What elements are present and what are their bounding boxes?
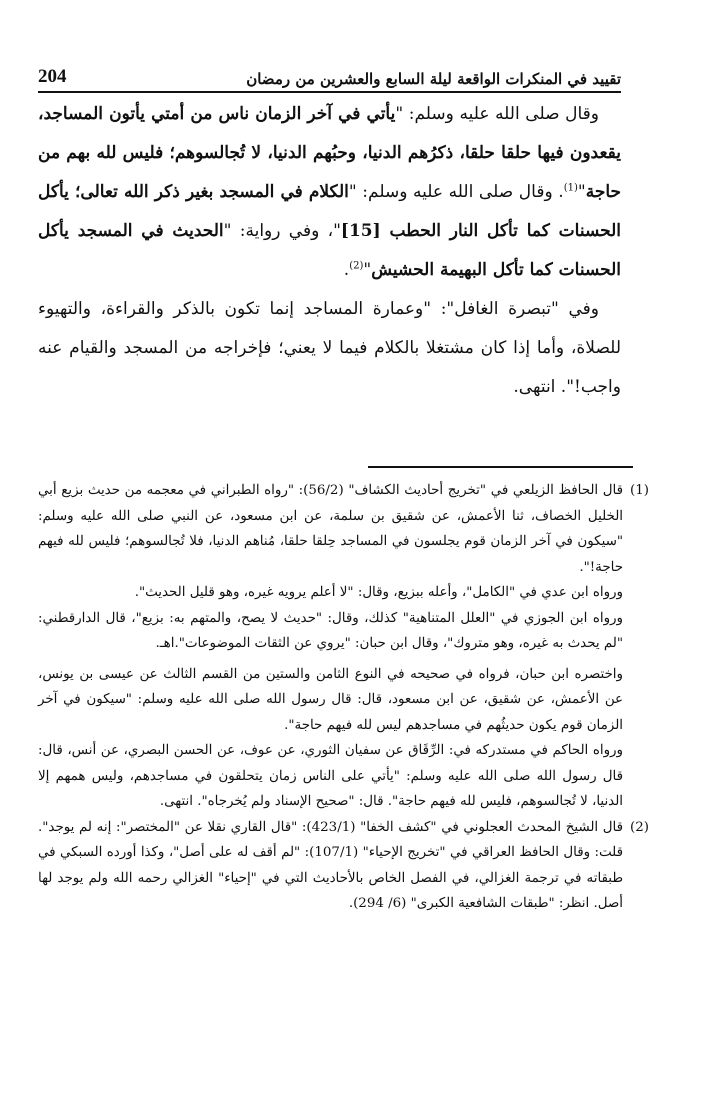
hadith-quote-1: يأتي في آخر الزمان ناس من أمتي يأتون المساجد، يقعدون فيها حلقا حلقا، ذكرُهم الدنيا، وحبُهم الدنيا، لا تُجالسوهم؛ فليس لله بهم من حاجة bbox=[38, 104, 622, 202]
running-header bbox=[38, 58, 621, 93]
footnote-ref-1[interactable]: (1) bbox=[563, 182, 578, 194]
main-text bbox=[38, 95, 621, 407]
footnote-number: (2) bbox=[630, 819, 649, 835]
footnote-paragraph: قال الحافظ الزيلعي في "تخريج أحاديث الكشاف" (56/2): "رواه الطبراني في معجمه من حديث بزيع أبي الخليل الخصاف، ثنا الأعمش، عن شقيق بن سلمة، عن ابن مسعود، عن النبي صلى الله عليه وسلم: "سيكون في آخر الزمان قوم يجلسون في المساجد حِلقا حلقا، مُناهم الدنيا، فلا تُجالسوهم؛ فليس لله فيهم حاجة!". bbox=[38, 483, 623, 575]
page-number: 204 bbox=[38, 66, 67, 87]
running-title: تقييد في المنكرات الواقعة ليلة السابع والعشرين من رمضان bbox=[246, 70, 621, 88]
hadith-quote-2: الكلام في المسجد بغير ذكر الله تعالى؛ يأكل الحسنات كما تأكل النار الحطب [15] bbox=[38, 182, 621, 241]
text-run: . وقال صلى الله عليه وسلم: " bbox=[348, 182, 564, 202]
footnotes bbox=[38, 478, 649, 917]
footnote-number: (1) bbox=[630, 483, 649, 498]
footnote-2 bbox=[38, 815, 649, 917]
footnote-paragraph: ورواه الحاكم في مستدركه في: الرِّقَاق عن سفيان الثوري، عن عوف، عن الحسن البصري، عن أنس، قال: قال رسول الله صلى الله عليه وسلم: "يأتي على الناس زمان يتحلقون في مساجدهم، وليس همهم إلا الدنيا، لا تُجالسوهم، فليس لله فيهم حاجة". قال: "صحيح الإسناد ولم يُخرجاه". انتهى. bbox=[38, 743, 623, 809]
footnote-separator bbox=[368, 466, 633, 468]
text-run: "، وفي رواية: " bbox=[223, 221, 341, 241]
paragraph-tabsira: وفي "تبصرة الغافل": "وعمارة المساجد إنما تكون بالذكر والقراءة، والتهيوء للصلاة، وأما إذا كان مشتغلا بالكلام فيما لا يعني؛ فإخراجه من المسجد والقيام عنه واجب!". انتهى. bbox=[38, 299, 621, 397]
text-run: " bbox=[577, 182, 586, 202]
text-run: وقال صلى الله عليه وسلم: " bbox=[395, 104, 599, 124]
hadith-quote-3: الحديث في المسجد يأكل الحسنات كما تأكل البهيمة الحشيش bbox=[38, 221, 621, 280]
footnote-1 bbox=[38, 478, 649, 815]
footnote-paragraph: ورواه ابن عدي في "الكامل"، وأعله ببزيع، وقال: "لا أعلم يرويه غيره، وهو قليل الحديث". bbox=[134, 585, 623, 600]
footnote-paragraph: ورواه ابن الجوزي في "العلل المتناهية" كذلك، وقال: "حديث لا يصح، والمتهم به: بزيع"، قال الدارقطني: "لم يحدث به غيره، وهو متروك"، وقال ابن حبان: "يروي عن الثقات الموضوعات".اهـ. bbox=[38, 610, 623, 651]
text-run: " bbox=[363, 260, 372, 280]
paragraph-hadith bbox=[38, 95, 621, 290]
footnote-paragraph: قال الشيخ المحدث العجلوني في "كشف الخفا" (423/1): "قال القاري نقلا عن "المختصر": إنه لم يوجد". قلت: وقال الحافظ العراقي في "تخريج الإحياء" (107/1): "لم أقف له على أصل"، وكذا أورده السبكي في طبقاته في ترجمة الغزالي، في الفصل الخاص بالأحاديث التي في "إحياء" الغزالي رحمه الله ولم يوجد لها أصل. انظر: "طبقات الشافعية الكبرى" (6/ 294). bbox=[38, 819, 623, 911]
footnote-ref-2[interactable]: (2) bbox=[349, 260, 364, 272]
text-run: . bbox=[343, 260, 350, 280]
footnote-paragraph: واختصره ابن حبان، فرواه في صحيحه في النوع الثامن والستين من القسم الثالث عن عيسى بن يونس، عن الأعمش، عن شقيق، عن ابن مسعود، قال: قال رسول الله صلى الله عليه وسلم: "سيكون في آخر الزمان قوم يكون حديثُهم في مساجدهم ليس لله فيهم حاجة". bbox=[38, 666, 623, 733]
